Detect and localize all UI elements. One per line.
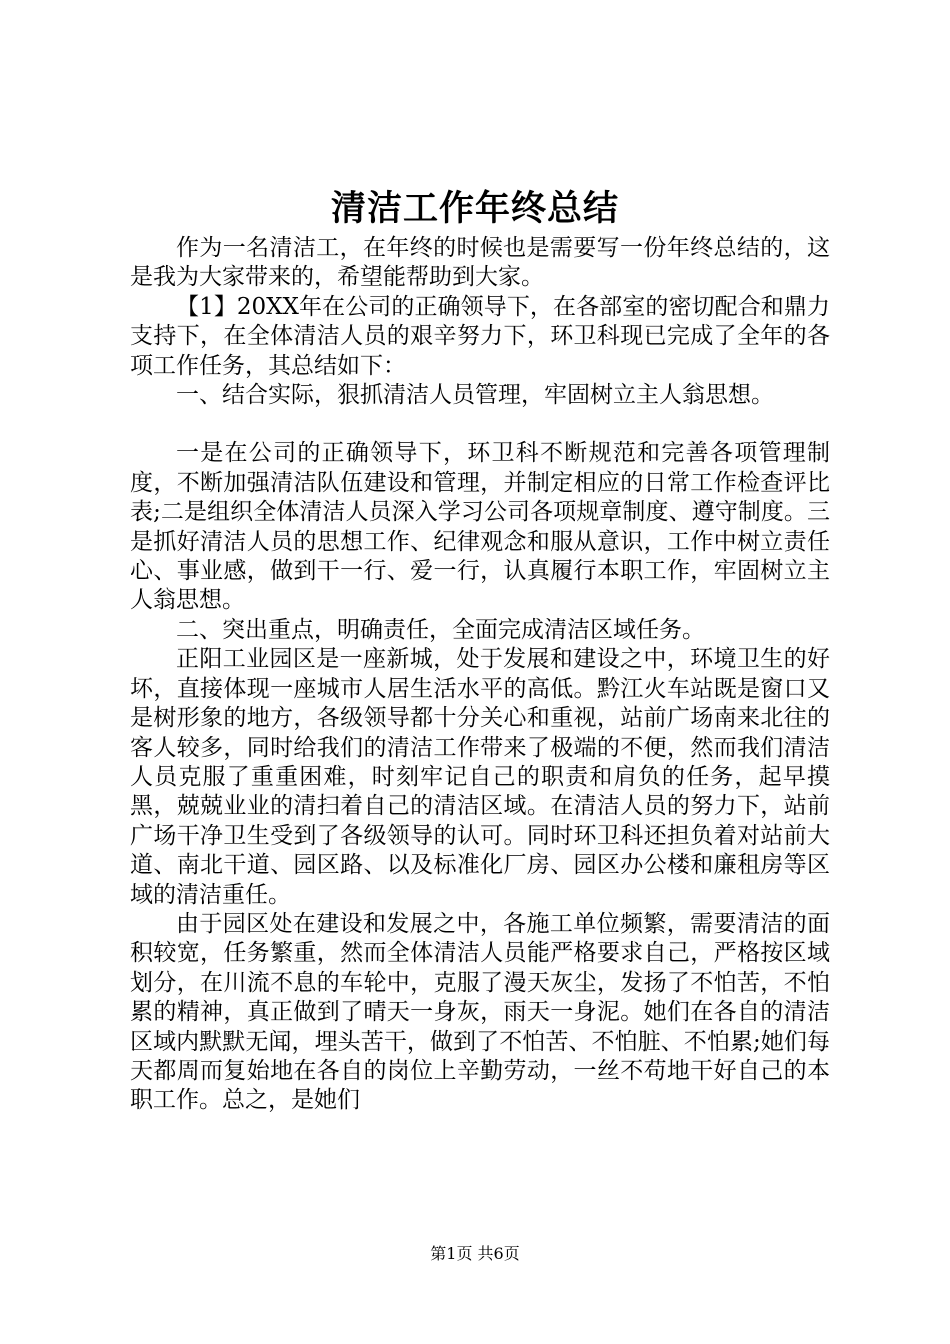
section-heading-2: 二、突出重点，明确责任，全面完成清洁区域任务。 [176,616,705,643]
management-paragraph: 一是在公司的正确领导下，环卫科不断规范和完善各项管理制度，不断加强清洁队伍建设和管理，并制定相应的日常工作检查评比表;二是组织全体清洁人员深入学习公司各项规章制度、遵守制度。三是抓好清洁人员的思想工作、纪律观念和服从意识，工作中树立责任心、事业感，做到干一行、爱一行，认真履行本职工作，牢固树立主人翁思想。 [130,440,830,614]
section-heading-1: 一、结合实际，狠抓清洁人员管理，牢固树立主人翁思想。 [176,382,774,409]
document-body [130,234,830,1116]
construction-paragraph: 由于园区处在建设和发展之中，各施工单位频繁，需要清洁的面积较宽，任务繁重，然而全体清洁人员能严格要求自己，严格按区域划分，在川流不息的车轮中，克服了漫天灰尘，发扬了不怕苦，不怕累的精神，真正做到了晴天一身灰，雨天一身泥。她们在各自的清洁区域内默默无闻，埋头苦干，做到了不怕苦、不怕脏、不怕累;她们每天都周而复始地在各自的岗位上辛勤劳动，一丝不苟地干好自己的本职工作。总之，是她们 [130,910,830,1114]
intro-paragraph: 作为一名清洁工，在年终的时候也是需要写一份年终总结的，这是我为大家带来的，希望能帮助到大家。 [130,235,830,291]
industrial-park-paragraph: 正阳工业园区是一座新城，处于发展和建设之中，环境卫生的好坏，直接体现一座城市人居生活水平的高低。黔江火车站既是窗口又是树形象的地方，各级领导都十分关心和重视，站前广场南来北往的客人较多，同时给我们的清洁工作带来了极端的不便，然而我们清洁人员克服了重重困难，时刻牢记自己的职责和肩负的任务，起早摸黑，兢兢业业的清扫着自己的清洁区域。在清洁人员的努力下，站前广场干净卫生受到了各级领导的认可。同时环卫科还担负着对站前大道、南北干道、园区路、以及标准化厂房、园区办公楼和廉租房等区域的清洁重任。 [130,646,830,908]
page-number: 第1页 共6页 [430,1244,520,1263]
document-title: 清洁工作年终总结 [330,188,619,229]
summary-paragraph: 【1】20XX年在公司的正确领导下，在各部室的密切配合和鼎力支持下，在全体清洁人员的艰辛努力下，环卫科现已完成了全年的各项工作任务，其总结如下： [130,293,830,379]
